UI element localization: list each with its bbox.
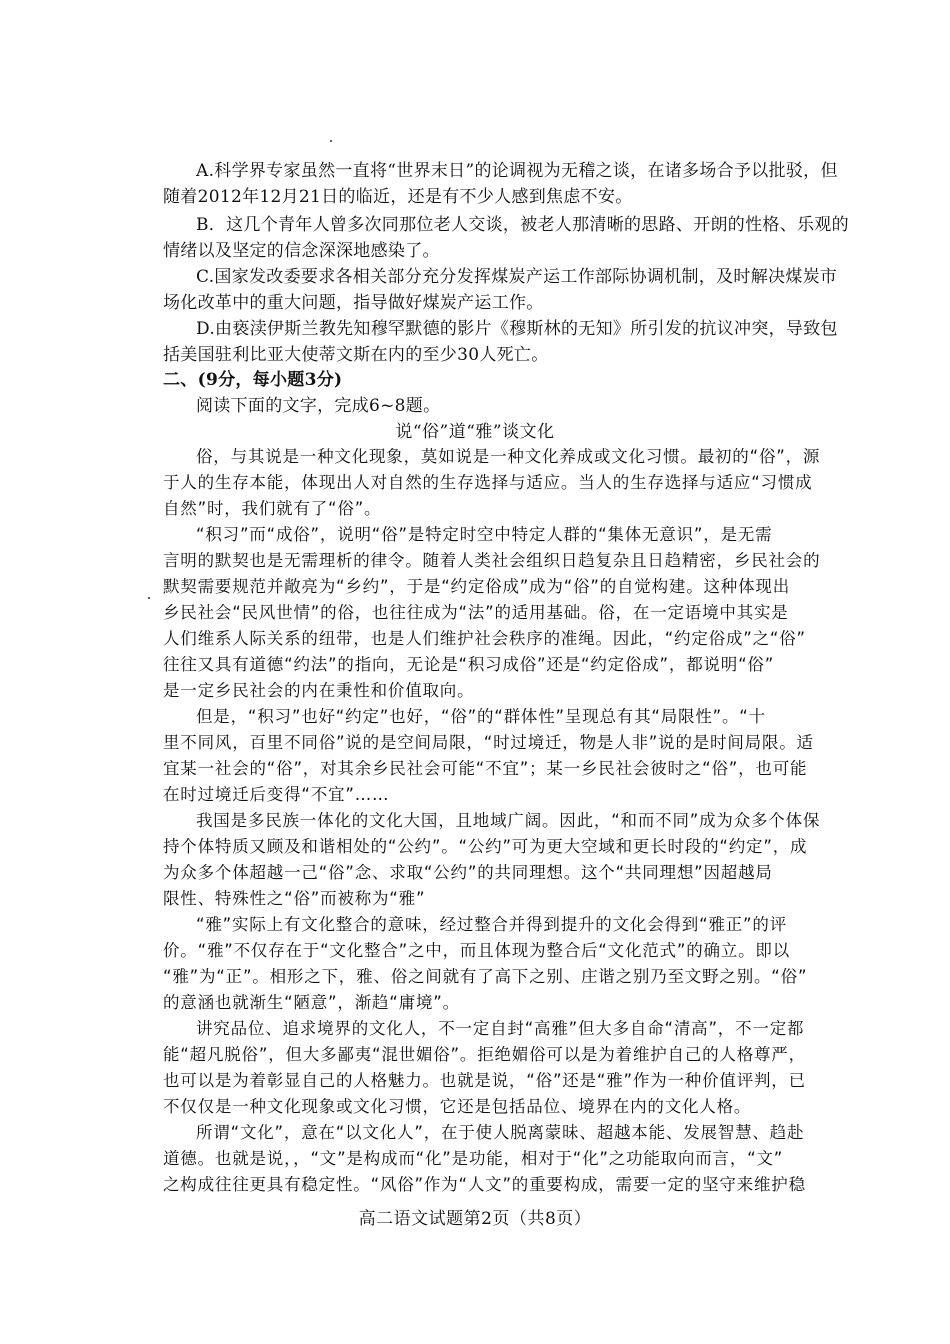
- passage-line: 人们维系人际关系的纽带，也是人们维护社会秩序的准绳。因此，“约定俗成”之“俗”: [163, 629, 806, 648]
- passage-line: 但是，“积习”也好“约定”也好，“俗”的“群体性”呈现总有其“局限性”。“十: [196, 707, 766, 726]
- passage-line: “积习”而“成俗”，说明“俗”是特定时空中特定人群的“集体无意识”，是无需: [196, 525, 773, 544]
- option-d-line-2: 括美国驻利比亚大使蒂文斯在内的至少30人死亡。: [163, 345, 549, 365]
- page-footer: 高二语文试题第2页（共8页）: [358, 1209, 592, 1229]
- passage-line: 宜某一社会的“俗”，对其余乡民社会可能“不宜”；某一乡民社会彼时之“俗”，也可能: [163, 759, 808, 778]
- option-a-line-2: 随着2012年12月21日的临近，还是有不少人感到焦虑不安。: [163, 187, 633, 207]
- passage-line: 讲究品位、追求境界的文化人，不一定自封“高雅”但大多自命“清高”，不一定都: [196, 1019, 805, 1038]
- passage-line: 持个体特质又顾及和谐相处的“公约”。“公约”可为更大空域和更长时段的“约定”，成: [163, 837, 808, 856]
- passage-line: 里不同风，百里不同俗”说的是空间局限，“时过境迁，物是人非”说的是时间局限。适: [163, 733, 814, 752]
- scan-artifact: [330, 140, 332, 142]
- option-d-line-1: D.由亵渎伊斯兰教先知穆罕默德的影片《穆斯林的无知》所引发的抗议冲突，导致包: [196, 319, 838, 339]
- passage-line: 价。“雅”不仅存在于“文化整合”之中，而且体现为整合后“文化范式”的确立。即以: [163, 941, 790, 960]
- passage-line: 言明的默契也是无需理析的律令。随着人类社会组织日趋复杂且日趋精密，乡民社会的: [163, 551, 821, 570]
- passage-line: 能“超凡脱俗”，但大多鄙夷“混世媚俗”。拒绝媚俗可以是为着维护自己的人格尊严，: [163, 1045, 806, 1064]
- passage-line: “雅”为“正”。相形之下，雅、俗之间就有了高下之别、庄谐之别乃至文野之别。“俗”: [163, 967, 808, 986]
- passage-line: 在时过境迁后变得“不宜”……: [163, 785, 390, 804]
- section-heading: 二、(9分，每小题3分): [163, 370, 343, 390]
- passage-line: 为众多个体超越一己“俗”念、求取“公约”的共同理想。这个“共同理想”因超越局: [163, 863, 773, 882]
- passage-title: 说“俗”道“雅”谈文化: [395, 422, 555, 442]
- option-b-line-1: B．这几个青年人曾多次同那位老人交谈，被老人那清晰的思路、开朗的性格、乐观的: [196, 215, 849, 235]
- passage-line: 自然”时，我们就有了“俗”。: [163, 499, 382, 518]
- passage-line: 于人的生存本能，体现出人对自然的生存选择与适应。当人的生存选择与适应“习惯成: [163, 473, 813, 492]
- passage-line: 也可以是为着彰显自己的人格魅力。也就是说，“俗”还是“雅”作为一种价值评判，已: [163, 1071, 806, 1090]
- passage-line: 限性、特殊性之“俗”而被称为“雅”: [163, 889, 426, 908]
- passage-line: 俗，与其说是一种文化现象，莫如说是一种文化养成或文化习惯。最初的“俗”，源: [196, 447, 821, 466]
- section-instruction: 阅读下面的文字，完成6~8题。: [196, 396, 441, 416]
- passage-line: 是一定乡民社会的内在秉性和价值取向。: [163, 681, 475, 700]
- passage-line: 不仅仅是一种文化现象或文化习惯，它还是包括品位、境界在内的文化人格。: [163, 1097, 752, 1116]
- passage-line: 默契需要规范并敞亮为“乡约”，于是“约定俗成”成为“俗”的自觉构建。这种体现出: [163, 577, 790, 596]
- passage-line: 道德。也就是说，，“文”是构成而“化”是功能，相对于“化”之功能取向而言，“文”: [163, 1149, 784, 1168]
- scan-artifact: [148, 597, 150, 599]
- option-b-line-2: 情绪以及坚定的信念深深地感染了。: [163, 241, 440, 261]
- passage-line: 乡民社会“民风世情”的俗，也往往成为“法”的适用基础。俗，在一定语境中其实是: [163, 603, 789, 622]
- option-c-line-1: C.国家发改委要求各相关部分充分发挥煤炭产运工作部际协调机制，及时解决煤炭市: [196, 267, 838, 287]
- passage-line: “雅”实际上有文化整合的意味，经过整合并得到提升的文化会得到“雅正”的评: [196, 915, 787, 934]
- passage-line: 的意涵也就渐生“陋意”，渐趋“庸境”。: [163, 993, 460, 1012]
- passage-line: 我国是多民族一体化的文化大国，且地域广阔。因此，“和而不同”成为众多个体保: [196, 811, 821, 830]
- passage-line: 之构成往往更具有稳定性。“风俗”作为“人文”的重要构成，需要一定的坚守来维护稳: [163, 1175, 806, 1194]
- option-c-line-2: 场化改革中的重大问题，指导做好煤炭产运工作。: [163, 293, 544, 313]
- option-a-line-1: A.科学界专家虽然一直将“世界末日”的论调视为无稽之谈，在诸多场合予以批驳，但: [196, 161, 838, 181]
- passage-line: 往往又具有道德“约法”的指向，无论是“积习成俗”还是“约定俗成”，都说明“俗”: [163, 655, 775, 674]
- passage-line: 所谓“文化”，意在“以文化人”，在于使人脱离蒙昧、超越本能、发展智慧、趋赴: [196, 1123, 805, 1142]
